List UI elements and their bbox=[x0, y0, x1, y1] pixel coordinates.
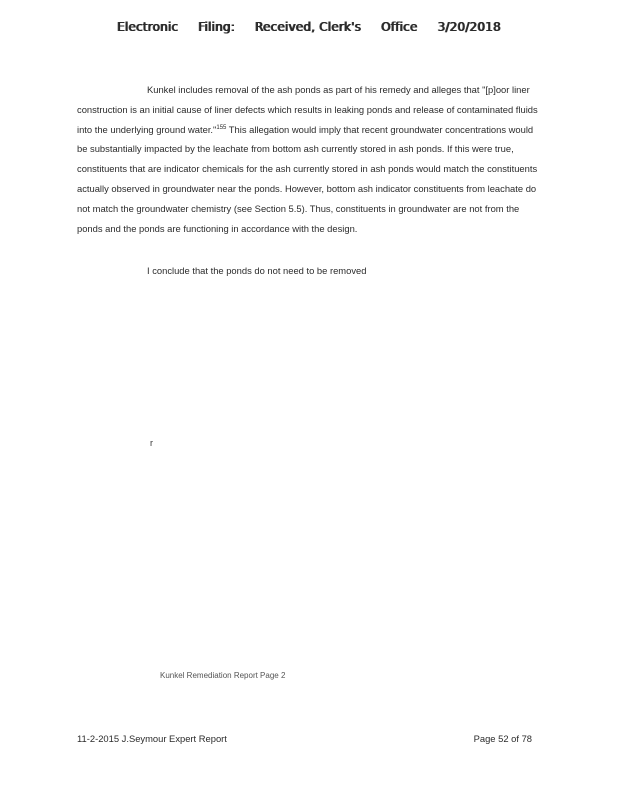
stamp-word-filing: Filing: bbox=[198, 20, 235, 34]
footer-report-title: 11-2-2015 J.Seymour Expert Report bbox=[77, 733, 227, 744]
conclusion-statement: I conclude that the ponds do not need to be removed bbox=[147, 265, 367, 276]
main-paragraph bbox=[77, 80, 543, 238]
stamp-word-office: Office bbox=[381, 20, 418, 34]
ghost-footer bbox=[160, 671, 286, 683]
filing-stamp bbox=[0, 20, 618, 34]
footer-page-number: Page 52 of 78 bbox=[473, 733, 532, 744]
paragraph-line-2: liner construction is an initial cause of liner defects which results in leaking ponds and release of contaminated fluids into the underlying ground water." bbox=[77, 84, 538, 135]
paragraph-line-1: Kunkel includes removal of the ash ponds as part of his remedy and alleges that "[p]oor bbox=[147, 84, 510, 95]
footnote-reference: 155 bbox=[216, 124, 227, 131]
paragraph-rest: This allegation would imply that recent groundwater concentrations would be substantially impacted by the leachate from bottom ash currently stored in ash ponds. If this were true, constituents that are indicator chemicals for the ash currently stored in ash ponds would match the constituents actually observed in groundwater near the ponds. However, bottom ash indicator constituents from leachate do not match the groundwater chemistry (see Section 5.5). Thus, constituents in groundwater are not from the ponds and the ponds are functioning in accordance with the design. bbox=[77, 123, 538, 234]
ghost-footer-text: Kunkel Remediation Report Page 2 bbox=[160, 671, 286, 680]
paragraph-text bbox=[77, 80, 543, 238]
stamp-word-received: Received, Clerk's bbox=[254, 20, 362, 34]
stamp-word-electronic: Electronic bbox=[117, 20, 179, 34]
stray-mark: r bbox=[150, 438, 153, 448]
stamp-date: 3/20/2018 bbox=[437, 20, 501, 34]
